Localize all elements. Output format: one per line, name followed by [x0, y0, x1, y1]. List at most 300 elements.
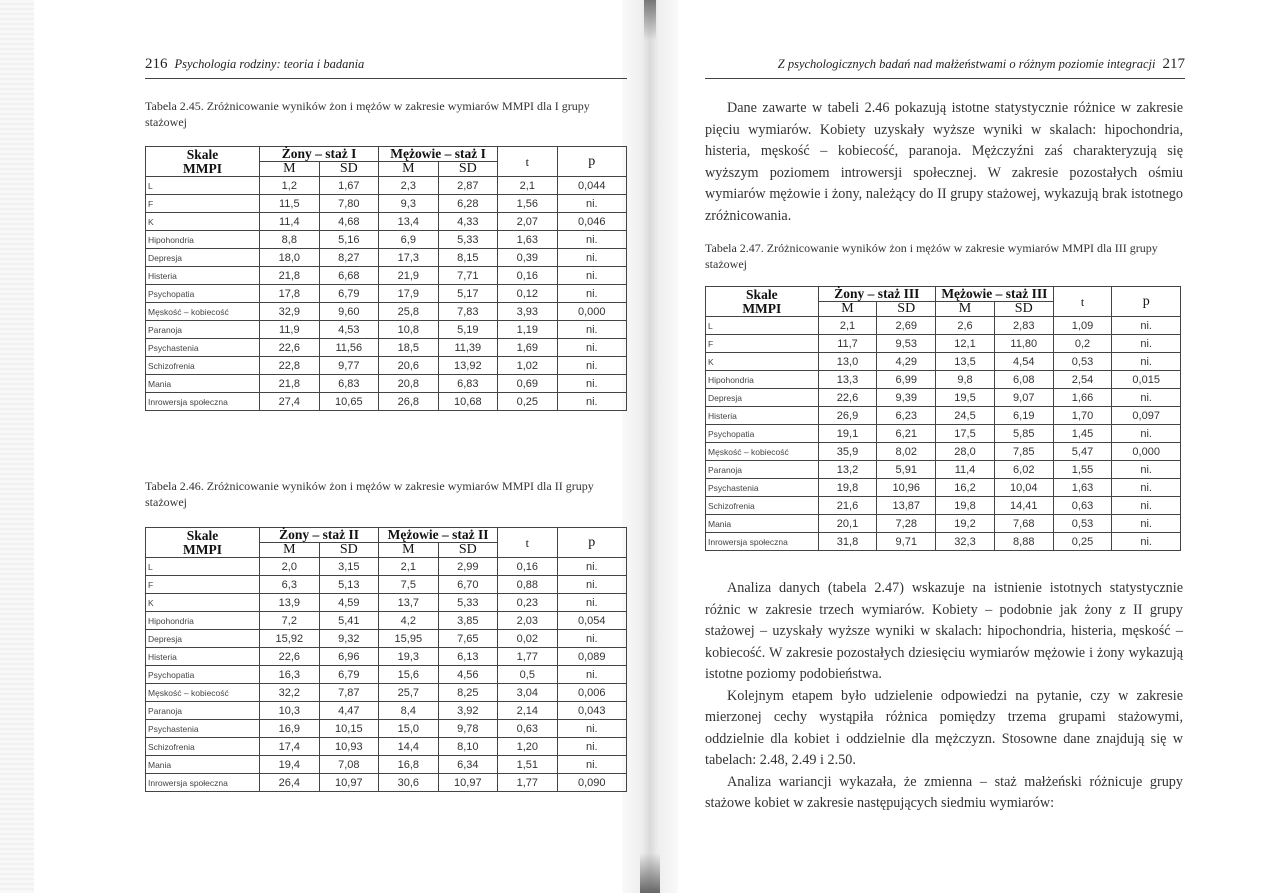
wives-m-cell: 27,4	[260, 393, 320, 411]
wives-m-cell: 17,4	[260, 738, 320, 756]
table-row	[706, 461, 1181, 479]
scale-cell: Psychastenia	[146, 720, 260, 738]
table-row	[146, 558, 627, 576]
header-wives-sd: SD	[319, 162, 379, 177]
wives-m-cell: 21,8	[260, 267, 320, 285]
p-cell: ni.	[1112, 533, 1181, 551]
t-cell: 0,23	[498, 594, 558, 612]
scale-cell: Hipohondria	[146, 231, 260, 249]
t-cell: 1,45	[1053, 425, 1112, 443]
wives-sd-cell: 7,87	[319, 684, 379, 702]
scale-cell: Męskość – kobiecość	[146, 684, 260, 702]
header-husbands: Mężowie – staż III	[936, 287, 1054, 302]
scale-cell: Histeria	[706, 407, 819, 425]
left-running-head	[145, 56, 627, 79]
t-cell: 2,1	[498, 177, 558, 195]
t-cell: 1,20	[498, 738, 558, 756]
scale-cell: K	[146, 213, 260, 231]
husbands-sd-cell: 6,13	[438, 648, 498, 666]
t-cell: 0,63	[1053, 497, 1112, 515]
table-row	[146, 357, 627, 375]
wives-m-cell: 18,0	[260, 249, 320, 267]
p-cell: ni.	[557, 576, 626, 594]
wives-sd-cell: 5,13	[319, 576, 379, 594]
scale-cell: Schizofrenia	[706, 497, 819, 515]
p-cell: 0,006	[557, 684, 626, 702]
wives-m-cell: 15,92	[260, 630, 320, 648]
husbands-m-cell: 17,9	[379, 285, 439, 303]
header-wives: Żony – staż II	[260, 528, 379, 543]
table-row	[146, 231, 627, 249]
husbands-m-cell: 15,0	[379, 720, 439, 738]
husbands-sd-cell: 6,28	[438, 195, 498, 213]
header-husbands-m: M	[379, 543, 439, 558]
p-cell: ni.	[557, 666, 626, 684]
wives-sd-cell: 10,65	[319, 393, 379, 411]
husbands-sd-cell: 7,65	[438, 630, 498, 648]
table-45-caption: Tabela 2.45. Zróżnicowanie wyników żon i mężów w zakresie wymiarów MMPI dla I grupy stażowej	[145, 99, 590, 129]
t-cell: 0,2	[1053, 335, 1112, 353]
wives-m-cell: 16,9	[260, 720, 320, 738]
t-cell: 0,25	[498, 393, 558, 411]
t-cell: 2,14	[498, 702, 558, 720]
table-row	[146, 267, 627, 285]
p-cell: ni.	[1112, 515, 1181, 533]
t-cell: 0,5	[498, 666, 558, 684]
wives-sd-cell: 5,16	[319, 231, 379, 249]
husbands-m-cell: 4,2	[379, 612, 439, 630]
p-cell: ni.	[557, 756, 626, 774]
husbands-sd-cell: 8,88	[994, 533, 1053, 551]
husbands-m-cell: 10,8	[379, 321, 439, 339]
t-cell: 0,12	[498, 285, 558, 303]
scale-cell: Paranoja	[146, 702, 260, 720]
t-cell: 0,88	[498, 576, 558, 594]
scale-cell: Mania	[146, 756, 260, 774]
wives-sd-cell: 7,08	[319, 756, 379, 774]
husbands-sd-cell: 8,10	[438, 738, 498, 756]
wives-sd-cell: 9,77	[319, 357, 379, 375]
husbands-m-cell: 13,7	[379, 594, 439, 612]
p-cell: 0,000	[1112, 443, 1181, 461]
husbands-sd-cell: 3,92	[438, 702, 498, 720]
header-husbands-sd: SD	[438, 162, 498, 177]
scale-cell: Hipohondria	[146, 612, 260, 630]
t-cell: 0,53	[1053, 353, 1112, 371]
wives-sd-cell: 4,59	[319, 594, 379, 612]
husbands-m-cell: 18,5	[379, 339, 439, 357]
wives-sd-cell: 4,53	[319, 321, 379, 339]
wives-sd-cell: 6,99	[877, 371, 936, 389]
t-cell: 0,39	[498, 249, 558, 267]
wives-m-cell: 6,3	[260, 576, 320, 594]
table-row	[146, 303, 627, 321]
husbands-sd-cell: 7,85	[994, 443, 1053, 461]
header-wives: Żony – staż III	[818, 287, 936, 302]
husbands-m-cell: 28,0	[936, 443, 995, 461]
table-row	[146, 339, 627, 357]
p-cell: ni.	[557, 720, 626, 738]
husbands-m-cell: 2,1	[379, 558, 439, 576]
wives-sd-cell: 6,79	[319, 285, 379, 303]
scale-cell: Paranoja	[146, 321, 260, 339]
wives-sd-cell: 2,69	[877, 317, 936, 335]
husbands-sd-cell: 10,97	[438, 774, 498, 792]
wives-sd-cell: 10,93	[319, 738, 379, 756]
table-row	[146, 594, 627, 612]
header-wives-m: M	[818, 302, 877, 317]
husbands-sd-cell: 11,39	[438, 339, 498, 357]
p-cell: 0,000	[557, 303, 626, 321]
scale-cell: Depresja	[146, 630, 260, 648]
wives-sd-cell: 4,68	[319, 213, 379, 231]
scale-cell: Psychopatia	[146, 666, 260, 684]
husbands-sd-cell: 7,68	[994, 515, 1053, 533]
husbands-m-cell: 8,4	[379, 702, 439, 720]
wives-m-cell: 2,0	[260, 558, 320, 576]
t-cell: 1,51	[498, 756, 558, 774]
husbands-sd-cell: 9,78	[438, 720, 498, 738]
table-row	[706, 425, 1181, 443]
table-row	[146, 195, 627, 213]
wives-sd-cell: 9,71	[877, 533, 936, 551]
p-cell: ni.	[557, 558, 626, 576]
table-row	[146, 213, 627, 231]
wives-m-cell: 13,9	[260, 594, 320, 612]
husbands-m-cell: 2,3	[379, 177, 439, 195]
header-husbands-m: M	[936, 302, 995, 317]
wives-m-cell: 22,6	[260, 339, 320, 357]
husbands-sd-cell: 8,25	[438, 684, 498, 702]
husbands-m-cell: 2,6	[936, 317, 995, 335]
wives-m-cell: 26,9	[818, 407, 877, 425]
husbands-m-cell: 7,5	[379, 576, 439, 594]
wives-m-cell: 13,3	[818, 371, 877, 389]
table-row	[146, 774, 627, 792]
wives-m-cell: 13,2	[818, 461, 877, 479]
table-row	[706, 533, 1181, 551]
table-47	[705, 286, 1181, 551]
p-cell: 0,054	[557, 612, 626, 630]
header-p: p	[557, 147, 626, 177]
wives-sd-cell: 6,68	[319, 267, 379, 285]
husbands-m-cell: 21,9	[379, 267, 439, 285]
husbands-m-cell: 17,5	[936, 425, 995, 443]
header-scale: Skale MMPI	[146, 147, 260, 177]
t-cell: 1,19	[498, 321, 558, 339]
table-row	[146, 684, 627, 702]
husbands-sd-cell: 11,80	[994, 335, 1053, 353]
t-cell: 0,16	[498, 267, 558, 285]
t-cell: 0,63	[498, 720, 558, 738]
table-row	[146, 612, 627, 630]
table-row	[146, 666, 627, 684]
wives-sd-cell: 1,67	[319, 177, 379, 195]
p-cell: ni.	[557, 195, 626, 213]
body-text	[705, 578, 1183, 815]
wives-m-cell: 19,4	[260, 756, 320, 774]
p-cell: 0,044	[557, 177, 626, 195]
husbands-m-cell: 26,8	[379, 393, 439, 411]
t-cell: 2,07	[498, 213, 558, 231]
wives-m-cell: 22,6	[260, 648, 320, 666]
husbands-m-cell: 12,1	[936, 335, 995, 353]
wives-sd-cell: 5,91	[877, 461, 936, 479]
wives-sd-cell: 6,83	[319, 375, 379, 393]
wives-sd-cell: 6,23	[877, 407, 936, 425]
running-title: Z psychologicznych badań nad małżeństwami o różnym poziomie integracji	[777, 57, 1156, 71]
t-cell: 1,09	[1053, 317, 1112, 335]
t-cell: 3,93	[498, 303, 558, 321]
p-cell: ni.	[1112, 353, 1181, 371]
t-cell: 1,55	[1053, 461, 1112, 479]
husbands-sd-cell: 5,33	[438, 231, 498, 249]
t-cell: 5,47	[1053, 443, 1112, 461]
wives-sd-cell: 9,60	[319, 303, 379, 321]
wives-m-cell: 32,2	[260, 684, 320, 702]
page-number: 217	[1162, 56, 1185, 72]
husbands-sd-cell: 6,02	[994, 461, 1053, 479]
paragraph-3: Kolejnym etapem było udzielenie odpowiedzi na pytanie, czy w zakresie mierzonej cechy wystąpiła różnica pomiędzy trzema grupami stażowymi, oddzielnie dla kobiet i oddzielnie dla mężczyzn. Stosowne dane znajdują się w tabelach: 2.48, 2.49 i 2.50.	[705, 687, 1183, 768]
husbands-m-cell: 25,8	[379, 303, 439, 321]
table-row	[146, 249, 627, 267]
table-45	[145, 146, 627, 411]
header-husbands-m: M	[379, 162, 439, 177]
wives-m-cell: 32,9	[260, 303, 320, 321]
table-row	[146, 393, 627, 411]
header-wives-sd: SD	[877, 302, 936, 317]
husbands-sd-cell: 5,85	[994, 425, 1053, 443]
p-cell: ni.	[557, 249, 626, 267]
p-cell: ni.	[557, 267, 626, 285]
husbands-m-cell: 19,8	[936, 497, 995, 515]
wives-sd-cell: 3,15	[319, 558, 379, 576]
husbands-m-cell: 20,8	[379, 375, 439, 393]
wives-sd-cell: 10,15	[319, 720, 379, 738]
husbands-m-cell: 32,3	[936, 533, 995, 551]
wives-m-cell: 31,8	[818, 533, 877, 551]
wives-m-cell: 17,8	[260, 285, 320, 303]
husbands-m-cell: 19,5	[936, 389, 995, 407]
t-cell: 0,53	[1053, 515, 1112, 533]
p-cell: ni.	[1112, 461, 1181, 479]
table-47-caption: Tabela 2.47. Zróżnicowanie wyników żon i mężów w zakresie wymiarów MMPI dla III grupy stażowej	[705, 241, 1158, 271]
t-cell: 3,04	[498, 684, 558, 702]
wives-m-cell: 22,6	[818, 389, 877, 407]
t-cell: 1,69	[498, 339, 558, 357]
table-row	[146, 702, 627, 720]
husbands-m-cell: 13,4	[379, 213, 439, 231]
table-46-caption: Tabela 2.46. Zróżnicowanie wyników żon i mężów w zakresie wymiarów MMPI dla II grupy stażowej	[145, 479, 594, 509]
book-gutter	[622, 0, 678, 893]
scale-cell: K	[706, 353, 819, 371]
scale-cell: Schizofrenia	[146, 738, 260, 756]
header-husbands: Mężowie – staż I	[379, 147, 498, 162]
scale-cell: Inrowersja społeczna	[706, 533, 819, 551]
p-cell: ni.	[557, 357, 626, 375]
husbands-m-cell: 15,6	[379, 666, 439, 684]
header-husbands-sd: SD	[438, 543, 498, 558]
header-scale: Skale MMPI	[706, 287, 819, 317]
scale-cell: Psychopatia	[706, 425, 819, 443]
p-cell: ni.	[557, 285, 626, 303]
p-cell: ni.	[557, 339, 626, 357]
wives-sd-cell: 8,02	[877, 443, 936, 461]
husbands-m-cell: 6,9	[379, 231, 439, 249]
wives-m-cell: 21,6	[818, 497, 877, 515]
husbands-m-cell: 20,6	[379, 357, 439, 375]
p-cell: 0,089	[557, 648, 626, 666]
husbands-m-cell: 11,4	[936, 461, 995, 479]
p-cell: 0,046	[557, 213, 626, 231]
wives-sd-cell: 5,41	[319, 612, 379, 630]
husbands-sd-cell: 14,41	[994, 497, 1053, 515]
scale-cell: Mania	[706, 515, 819, 533]
wives-sd-cell: 13,87	[877, 497, 936, 515]
page-number: 216	[145, 56, 168, 72]
wives-m-cell: 11,4	[260, 213, 320, 231]
header-wives-m: M	[260, 543, 320, 558]
husbands-m-cell: 24,5	[936, 407, 995, 425]
wives-sd-cell: 6,96	[319, 648, 379, 666]
p-cell: ni.	[1112, 497, 1181, 515]
table-row	[146, 375, 627, 393]
p-cell: 0,015	[1112, 371, 1181, 389]
p-cell: ni.	[557, 594, 626, 612]
paragraph-4: Analiza wariancji wykazała, że zmienna – staż małżeński różnicuje grupy stażowe kobiet w zakresie następujących siedmiu wymiarów:	[705, 773, 1183, 811]
husbands-sd-cell: 2,87	[438, 177, 498, 195]
table-row	[146, 285, 627, 303]
husbands-m-cell: 17,3	[379, 249, 439, 267]
scale-cell: L	[146, 558, 260, 576]
table-row	[706, 389, 1181, 407]
table-row	[146, 756, 627, 774]
husbands-m-cell: 30,6	[379, 774, 439, 792]
scale-cell: Inrowersja społeczna	[146, 393, 260, 411]
husbands-sd-cell: 7,71	[438, 267, 498, 285]
husbands-sd-cell: 13,92	[438, 357, 498, 375]
wives-m-cell: 26,4	[260, 774, 320, 792]
husbands-m-cell: 16,2	[936, 479, 995, 497]
p-cell: ni.	[1112, 389, 1181, 407]
husbands-sd-cell: 5,17	[438, 285, 498, 303]
wives-sd-cell: 9,32	[319, 630, 379, 648]
husbands-m-cell: 9,3	[379, 195, 439, 213]
scale-cell: K	[146, 594, 260, 612]
p-cell: ni.	[1112, 479, 1181, 497]
wives-sd-cell: 7,28	[877, 515, 936, 533]
wives-m-cell: 10,3	[260, 702, 320, 720]
wives-sd-cell: 4,29	[877, 353, 936, 371]
husbands-sd-cell: 4,56	[438, 666, 498, 684]
header-scale: Skale MMPI	[146, 528, 260, 558]
scale-cell: Inrowersja społeczna	[146, 774, 260, 792]
wives-m-cell: 8,8	[260, 231, 320, 249]
wives-sd-cell: 4,47	[319, 702, 379, 720]
wives-m-cell: 11,7	[818, 335, 877, 353]
scale-cell: Schizofrenia	[146, 357, 260, 375]
t-cell: 2,54	[1053, 371, 1112, 389]
scale-cell: F	[146, 195, 260, 213]
t-cell: 1,63	[498, 231, 558, 249]
table-row	[146, 720, 627, 738]
table-row	[146, 321, 627, 339]
wives-sd-cell: 9,39	[877, 389, 936, 407]
husbands-sd-cell: 6,70	[438, 576, 498, 594]
scale-cell: Męskość – kobiecość	[706, 443, 819, 461]
p-cell: ni.	[557, 375, 626, 393]
husbands-m-cell: 13,5	[936, 353, 995, 371]
husbands-sd-cell: 6,83	[438, 375, 498, 393]
scale-cell: Męskość – kobiecość	[146, 303, 260, 321]
paragraph-1: Dane zawarte w tabeli 2.46 pokazują istotne statystycznie różnice w zakresie pięciu wymiarów. Kobiety uzyskały wyższe wyniki w skalach: hipochondria, histeria, męskość – kobiecość, paranoja. Mężczyźni zaś charakteryzują się wyższym poziomem introwersji społecznej. W zakresie pozostałych ośmiu wymiarów mężowie i żony, należący do II grupy stażowej, wykazują brak istotnego zróżnicowania.	[705, 100, 1183, 224]
t-cell: 1,63	[1053, 479, 1112, 497]
wives-sd-cell: 9,53	[877, 335, 936, 353]
husbands-m-cell: 14,4	[379, 738, 439, 756]
wives-m-cell: 35,9	[818, 443, 877, 461]
husbands-sd-cell: 6,34	[438, 756, 498, 774]
header-t: t	[1053, 287, 1112, 317]
husbands-sd-cell: 6,08	[994, 371, 1053, 389]
table-46	[145, 527, 627, 792]
husbands-sd-cell: 6,19	[994, 407, 1053, 425]
scale-cell: Hipohondria	[706, 371, 819, 389]
table-row	[146, 177, 627, 195]
header-p: p	[1112, 287, 1181, 317]
t-cell: 0,16	[498, 558, 558, 576]
husbands-m-cell: 19,3	[379, 648, 439, 666]
scale-cell: Histeria	[146, 267, 260, 285]
scale-cell: Psychastenia	[706, 479, 819, 497]
husbands-sd-cell: 4,33	[438, 213, 498, 231]
wives-sd-cell: 10,96	[877, 479, 936, 497]
p-cell: ni.	[557, 738, 626, 756]
paragraph-2: Analiza danych (tabela 2.47) wskazuje na istnienie istotnych statystycznie różnic w zakresie trzech wymiarów. Kobiety – podobnie jak żony z II grupy stażowej – uzyskały wyższe wyniki w skalach: hipochondria, histeria, męskość – kobiecość. W zakresie pozostałych dziesięciu wymiarów mężowie i żony wykazują istotne poziomy podobieństwa.	[705, 580, 1183, 682]
wives-m-cell: 19,8	[818, 479, 877, 497]
wives-m-cell: 11,9	[260, 321, 320, 339]
table-row	[706, 371, 1181, 389]
table-row	[706, 353, 1181, 371]
wives-sd-cell: 6,21	[877, 425, 936, 443]
p-cell: ni.	[557, 321, 626, 339]
header-wives: Żony – staż I	[260, 147, 379, 162]
header-wives-sd: SD	[319, 543, 379, 558]
scale-cell: F	[146, 576, 260, 594]
wives-m-cell: 1,2	[260, 177, 320, 195]
header-t: t	[498, 147, 558, 177]
p-cell: ni.	[557, 630, 626, 648]
header-t: t	[498, 528, 558, 558]
husbands-sd-cell: 5,19	[438, 321, 498, 339]
t-cell: 0,69	[498, 375, 558, 393]
scale-cell: Depresja	[706, 389, 819, 407]
scale-cell: Mania	[146, 375, 260, 393]
scale-cell: F	[706, 335, 819, 353]
p-cell: ni.	[1112, 335, 1181, 353]
husbands-m-cell: 9,8	[936, 371, 995, 389]
p-cell: 0,097	[1112, 407, 1181, 425]
t-cell: 1,77	[498, 774, 558, 792]
husbands-m-cell: 16,8	[379, 756, 439, 774]
husbands-m-cell: 25,7	[379, 684, 439, 702]
scale-cell: Paranoja	[706, 461, 819, 479]
wives-sd-cell: 11,56	[319, 339, 379, 357]
husbands-m-cell: 15,95	[379, 630, 439, 648]
table-row	[706, 497, 1181, 515]
table-row	[706, 407, 1181, 425]
header-wives-m: M	[260, 162, 320, 177]
scale-cell: Psychastenia	[146, 339, 260, 357]
